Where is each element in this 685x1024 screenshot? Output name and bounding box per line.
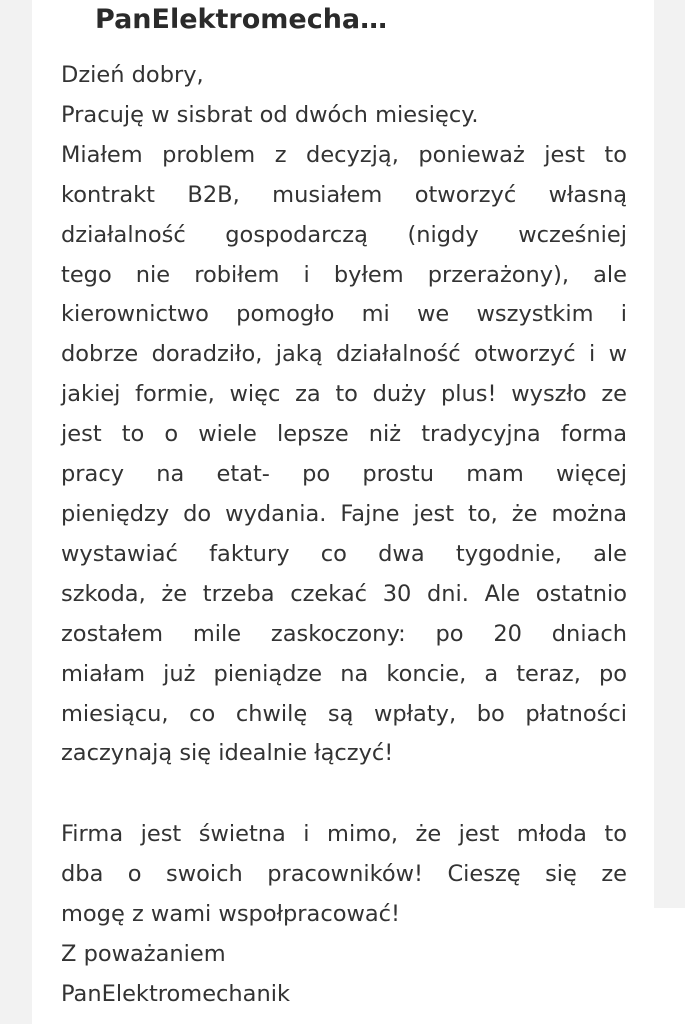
review-body	[61, 56, 627, 774]
review-line: tego nie robiłem i byłem przerażony), ale	[61, 261, 627, 288]
author-name: PanElektromecha…	[95, 4, 388, 35]
review-line: zaczynają się idealnie łączyć!	[61, 740, 394, 767]
closing-line: Z poważaniem	[61, 940, 226, 967]
review-line: Miałem problem z decyzją, ponieważ jest to	[61, 141, 627, 168]
review-line: kontrakt B2B, musiałem otworzyć własną	[61, 181, 627, 208]
review-line: miałam już pieniądze na koncie, a teraz, po	[61, 660, 627, 687]
closing-line: dba o swoich pracowników! Cieszę się ze	[61, 860, 627, 887]
review-line: działalność gospodarczą (nigdy wcześniej	[61, 221, 627, 248]
review-line: jest to o wiele lepsze niż tradycyjna forma	[61, 421, 627, 448]
signature: PanElektromechanik	[61, 980, 291, 1007]
review-line: Dzień dobry,	[61, 62, 204, 88]
review-line: jakiej formie, więc za to duży plus! wyszło ze	[61, 381, 627, 408]
background-strip	[654, 0, 685, 908]
review-line: szkoda, że trzeba czekać 30 dni. Ale ostatnio	[61, 580, 627, 607]
closing-line: mogę z wami wspołpracować!	[61, 900, 401, 927]
review-line: zostałem mile zaskoczony: po 20 dniach	[61, 620, 627, 647]
review-closing	[61, 815, 627, 1015]
review-line: miesiącu, co chwilę są wpłaty, bo płatności	[61, 700, 627, 727]
closing-line: Firma jest świetna i mimo, że jest młoda to	[61, 821, 627, 847]
review-line: dobrze doradziło, jaką działalność otworzyć i w	[61, 341, 627, 368]
review-line: Pracuję w sisbrat od dwóch miesięcy.	[61, 101, 479, 128]
review-line: kierownictwo pomogło mi we wszystkim i	[61, 301, 627, 328]
background-strip-bottom	[654, 908, 685, 1024]
review-line: pieniędzy do wydania. Fajne jest to, że można	[61, 500, 627, 527]
review-line: pracy na etat- po prostu mam więcej	[61, 461, 627, 488]
review-line: wystawiać faktury co dwa tygodnie, ale	[61, 540, 627, 567]
